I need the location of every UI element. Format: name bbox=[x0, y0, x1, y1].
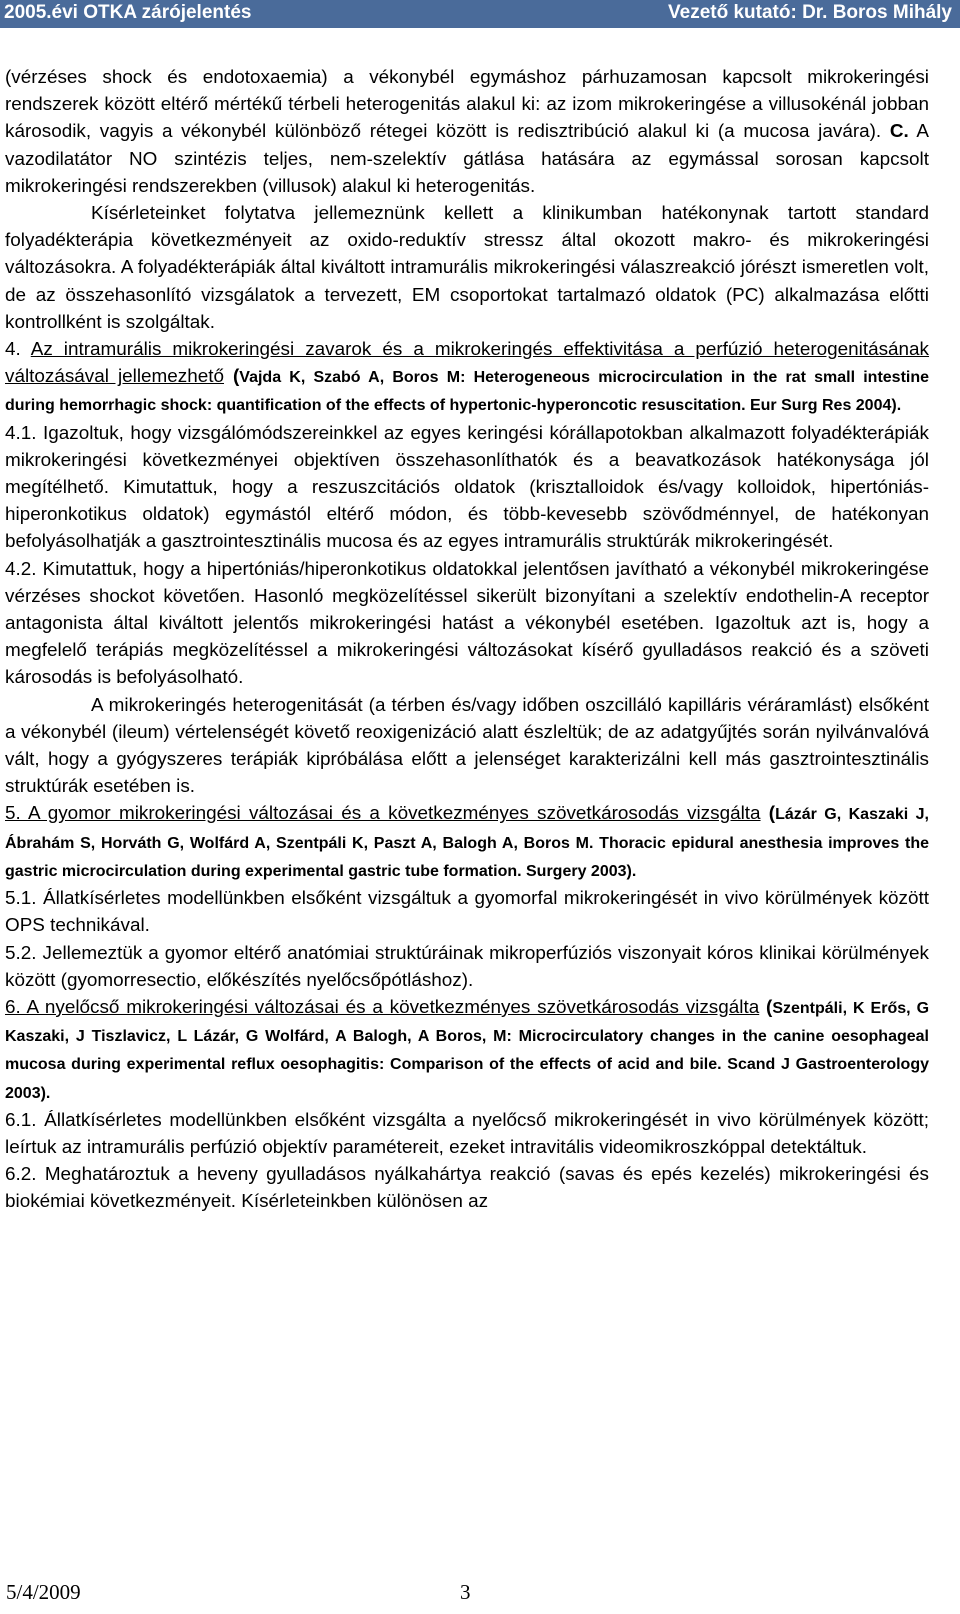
section-5-1: 5.1. Állatkísérletes modellünkben elsőként vizsgáltuk a gyomorfal mikrokeringését in vivo körülmények között OPS technikával. bbox=[5, 888, 929, 937]
section-title: Az intramurális mikrokeringési zavarok és a mikrokeringés effektivitása a perfúzió heterogenitásának változásával jellemezhető bbox=[5, 339, 930, 388]
section-6-heading bbox=[5, 994, 929, 1107]
header-report-title: 2005.évi OTKA zárójelentés bbox=[4, 2, 252, 23]
page-header bbox=[0, 0, 960, 28]
section-6-2: 6.2. Meghatároztuk a heveny gyulladásos nyálkahártya reakció (savas és epés kezelés) mikrokeringési és biokémiai következményeit. Kísérleteinkben különösen az bbox=[5, 1164, 929, 1213]
label-c: C. bbox=[889, 121, 909, 143]
section-4-2: 4.2. Kimutattuk, hogy a hipertóniás/hiperonkotikus oldatokkal jelentősen javítható a vékonybél mikrokeringése vérzéses shockot követően. Hasonló megközelítéssel sikerült bizonyítani a szelektív endothelin-A receptor antagonista által kiváltott jelentős mikrokeringési hatást a vékonybél esetében. Igazoltuk azt is, hogy a megfelelő terápiás megközelítéssel a mikrokeringési változásokat kísérő gyulladásos reakció és a szöveti károsodás is befolyásolható. bbox=[5, 558, 929, 689]
paragraph-shock-heterogeneity bbox=[5, 64, 929, 200]
page-footer bbox=[0, 1574, 960, 1614]
paren: ( bbox=[766, 996, 773, 1018]
section-4-1: 4.1. Igazoltuk, hogy vizsgálómódszereinkkel az egyes keringési kórállapotokban alkalmazott folyadékterápiák mikrokeringési következményei objektíven összehasonlíthatók és a beavatkozások hatékonysága jól megítélhető. Kimutattuk, hogy a reszuszcitációs oldatok (krisztalloidok és/vagy kolloidok, hipertóniás-hiperonkotikus oldatok) egymástól eltérő módon, és több-kevesebb szövődménnyel, de hatékonyan befolyásolhatják a gasztrointesztinális mucosa és az egyes intramurális struktúrák mikrokeringését. bbox=[5, 422, 929, 553]
section-title: 6. A nyelőcső mikrokeringési változásai és a következményes szövetkárosodás vizsgálta bbox=[5, 996, 760, 1018]
header-lead-researcher: Vezető kutató: Dr. Boros Mihály bbox=[668, 2, 952, 23]
paragraph-text: (vérzéses shock és endotoxaemia) a vékonybél egymáshoz párhuzamosan kapcsolt mikrokeringési rendszerek között eltérő mértékű térbeli heterogenitás alakul ki: az izom mikrokeringése a villusokénál jobban károsodik, vagyis a vékonybél különböző rétegei között is redisztribúció alakul ki (a mucosa javára). bbox=[5, 67, 929, 143]
citation: Lázár G, Kaszaki J, Ábrahám S, Horváth G, Wolfárd A, Szentpáli K, Paszt A, Balogh A, Boros M. Thoracic epidural anesthesia improves the gastric microcirculation during experimental gastric tube formation. Surgery 2003). bbox=[5, 806, 929, 880]
section-5-heading bbox=[5, 800, 929, 885]
paren: ( bbox=[233, 366, 240, 388]
section-number: 4. bbox=[5, 339, 31, 361]
paragraph-fluid-therapy: Kísérleteinket folytatva jellemeznünk kellett a klinikumban hatékonynak tartott standard folyadékterápia következményeit az oxido-reduktív stressz által okozott makro- és mikrokeringési változásokra. A folyadékterápiák által kiváltott intramurális mikrokeringési válaszreakció jórészt ismeretlen volt, de az összehasonlító vizsgálatok a tervezett, EM csoportokat tartalmazó oldatok (PC) alkalmazása előtti kontrollként is szolgáltak. bbox=[5, 203, 929, 333]
paragraph-text: A vazodilatátor NO szintézis teljes, nem-szelektív gátlása hatására az egymással sorosan kapcsolt mikrokeringési rendszerekben (villusok) alakul ki heterogenitás. bbox=[5, 121, 929, 197]
document-body bbox=[5, 64, 929, 1216]
page-number: 3 bbox=[460, 1580, 471, 1604]
section-6-1: 6.1. Állatkísérletes modellünkben elsőként vizsgálta a nyelőcső mikrokeringését in vivo körülmények között; leírtuk az intramurális perfúzió objektív paramétereit, ezeket intravitális videomikroszkóppal detektáltuk. bbox=[5, 1109, 929, 1158]
section-title: 5. A gyomor mikrokeringési változásai és a következményes szövetkárosodás vizsgálta bbox=[5, 803, 761, 825]
paragraph-heterogeneity: A mikrokeringés heterogenitását (a térben és/vagy időben oszcilláló kapilláris véráramlást) elsőként a vékonybél (ileum) vértelenségét követő reoxigenizáció alatt észleltük; de az adatgyűjtés során nyilvánvalóvá vált, hogy a gyógyszeres terápiák kipróbálása előtt a jelenséget karakterizálni kell más gasztrointesztinális struktúrák esetében is. bbox=[5, 694, 929, 798]
citation: Szentpáli, K Erős, G Kaszaki, J Tiszlavicz, L Lázár, G Wolfárd, A Balogh, A Boros, M: Microcirculatory changes in the canine oesophageal mucosa during experimental reflux oesophagitis: Comparison of the effects of acid and bile. Scand J Gastroenterology 2003). bbox=[5, 999, 930, 1102]
section-4-heading bbox=[5, 336, 929, 420]
footer-date: 5/4/2009 bbox=[6, 1580, 81, 1604]
section-5-2: 5.2. Jellemeztük a gyomor eltérő anatómiai struktúráinak mikroperfúziós viszonyait kóros klinikai körülmények között (gyomorresectio, előkészítés nyelőcsőpótláshoz). bbox=[5, 942, 929, 991]
citation: Vajda K, Szabó A, Boros M: Heterogeneous microcirculation in the rat small intestine during hemorrhagic shock: quantification of the effects of hypertonic-hyperoncotic resuscitation. Eur Surg Res 2004). bbox=[5, 369, 930, 415]
paren: ( bbox=[768, 803, 776, 825]
